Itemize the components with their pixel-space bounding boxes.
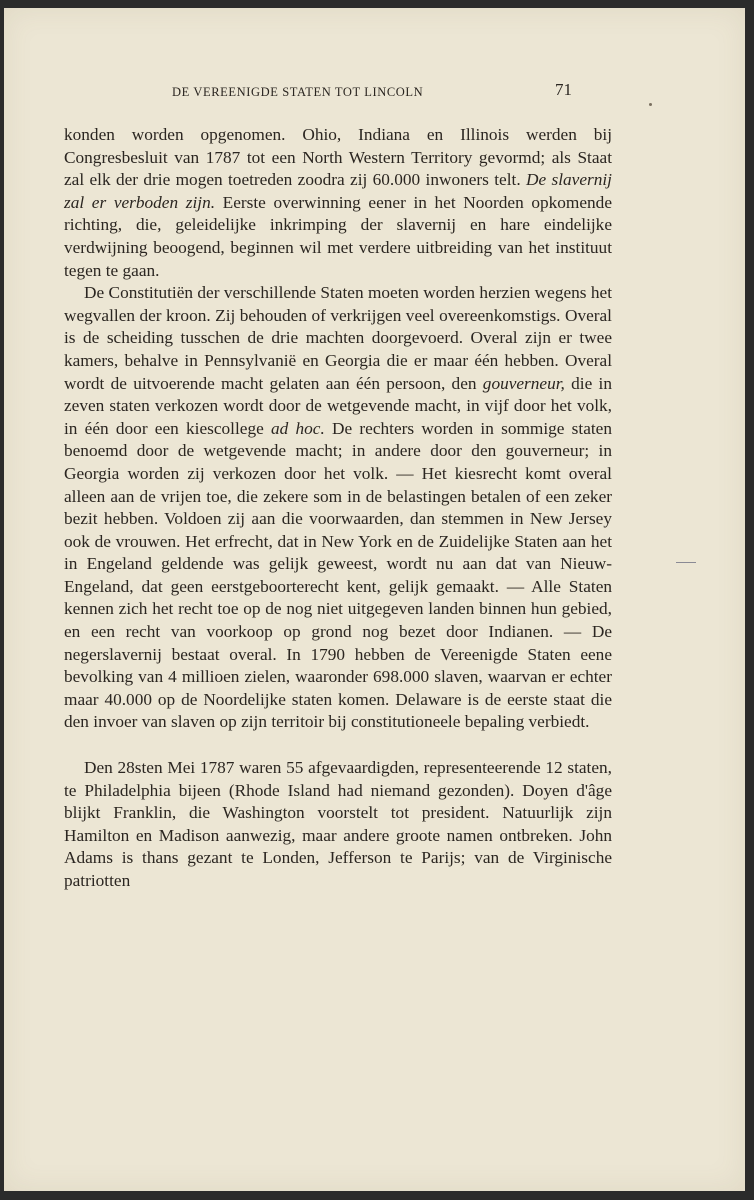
margin-mark [676, 562, 696, 563]
paragraph-2-text-c: De rechters worden in sommige staten benoemd door de wetgevende macht; in andere door den gouverneur; in Georgia worden zij verkozen door het volk. — Het kiesrecht komt overal alleen aan de vrijen toe, die zekere som in de belastingen betalen of een zeker bezit hebben. Voldoen zij aan die voorwaarden, dan stemmen in New Jersey ook de vrouwen. Het erfrecht, dat in New York en de Zuidelijke Staten aan het in Engeland geldende was gelijk geweest, wordt nu aan dat van Nieuw-Engeland, dat geen eerstgeboorterecht kent, gelijk gemaakt. — Alle Staten kennen zich het recht toe op de nog niet uitgegeven landen binnen hun gebied, en een recht van voorkoop op grond nog bezet door Indianen. — De negerslavernij bestaat overal. In 1790 hebben de Vereenigde Staten eene bevolking van 4 millioen zielen, waaronder 698.000 slaven, waarvan er echter maar 40.000 op de Noordelijke staten komen. Delaware is de eerste staat die den invoer van slaven op zijn territoir bij constitutioneele bepaling verbiedt. [64, 418, 612, 732]
paragraph-2-text-b: die in zeven staten verkozen wordt door de wetgevende macht, in vijf door het volk, in één door een kiescollege [64, 373, 612, 438]
paragraph-1-text-a: konden worden opgenomen. Ohio, Indiana en Illinois werden bij Congresbesluit van 1787 tot een North Western Territory gevormd; als Staat zal elk der drie mogen toetreden zoodra zij 60.000 inwoners telt. [64, 125, 612, 190]
paper-speck [649, 103, 652, 106]
page-number: 71 [555, 80, 572, 99]
paragraph-2-italic-2: ad hoc. [271, 418, 325, 438]
paragraph-2-text-a: De Constitutiën der verschillende Staten moeten worden herzien wegens het wegvallen der kroon. Zij behouden of verkrijgen veel overeenkomstigs. Overal is de scheiding tusschen de drie machten doorgevoerd. Overal zijn er twee kamers, behalve in Pennsylvanië en Georgia die er maar één hebben. Overal wordt de uitvoerende macht gelaten aan één persoon, den [64, 283, 612, 393]
paragraph-1 [64, 124, 612, 282]
page-content [64, 78, 612, 893]
paragraph-3-text-a: Den 28sten Mei 1787 waren 55 afgevaardigden, representeerende 12 staten, te Philadelphia bijeen (Rhode Island had niemand gezonden). Doyen d'âge blijkt Franklin, die Washington voorstelt tot president. Natuurlijk zijn Hamilton en Madison aanwezig, maar andere groote namen ontbreken. John Adams is thans gezant te Londen, Jefferson te Parijs; van de Virginische patriotten [64, 758, 612, 890]
body-text [64, 124, 612, 893]
running-title: DE VEREENIGDE STATEN TOT LINCOLN [172, 85, 424, 99]
paragraph-1-text-b: Eerste overwinning eener in het Noorden opkomende richting, die, geleidelijke inkrimping der slavernij en hare eindelijke verdwijning beoogend, beginnen wil met verdere uitbreiding van het instituut tegen te gaan. [64, 192, 612, 280]
paragraph-2 [64, 282, 612, 734]
paragraph-2-italic-1: gouverneur, [482, 373, 565, 393]
running-head [64, 78, 612, 110]
paragraph-3 [64, 757, 612, 893]
paragraph-1-italic: De slavernij zal er verboden zijn. [64, 170, 612, 212]
